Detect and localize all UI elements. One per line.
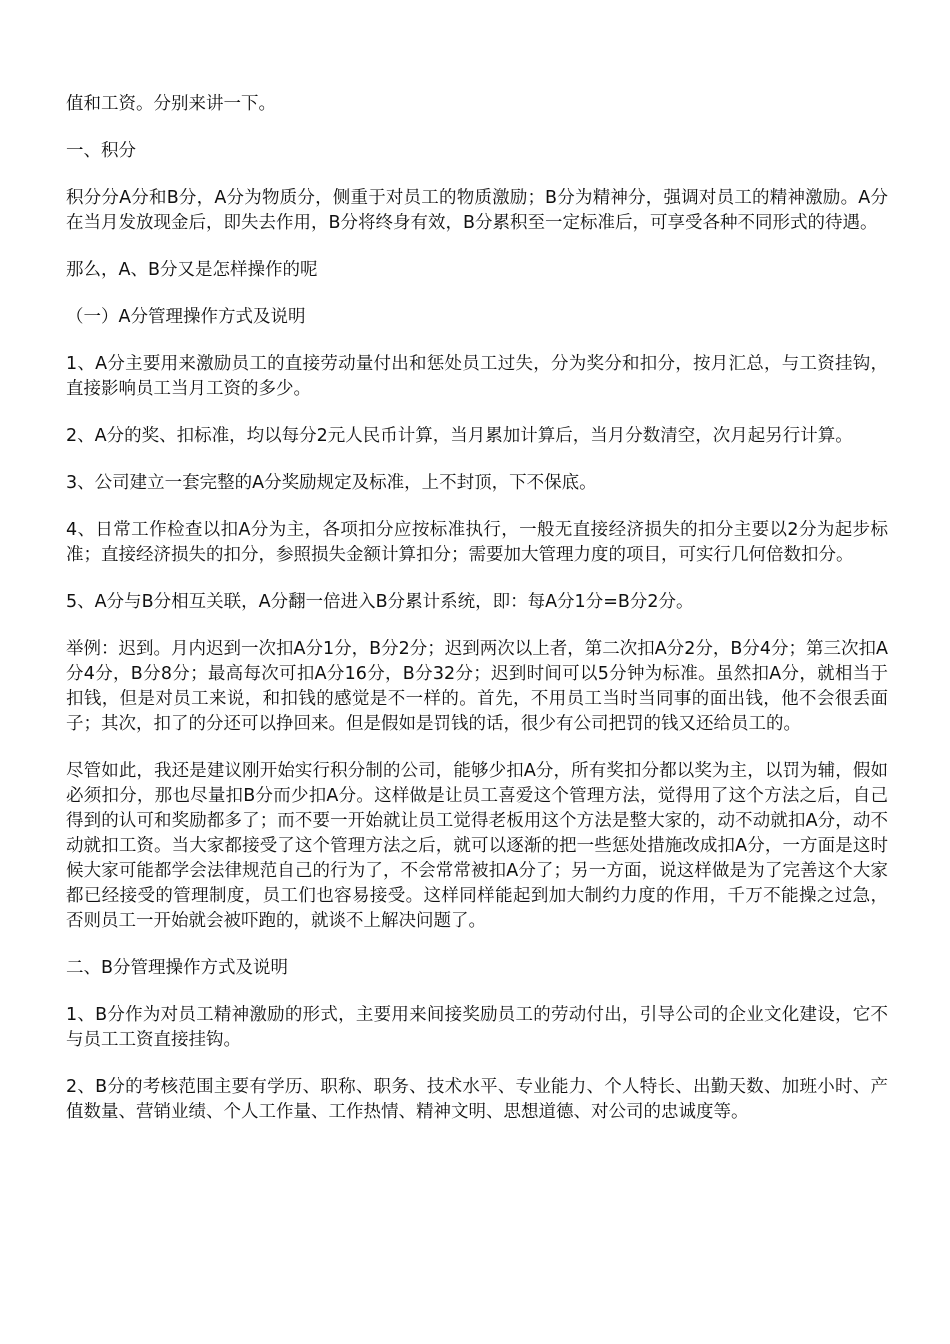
paragraph-recommendation: 尽管如此，我还是建议刚开始实行积分制的公司，能够少扣A分，所有奖扣分都以奖为主，以罚为辅，假如必须扣分，那也尽量扣B分而少扣A分。这样做是让员工喜爱这个管理方法，觉得用了这个方法之后，自己得到的认可和奖励都多了；而不要一开始就让员工觉得老板用这个方法是整大家的，动不动就扣A分，动不动就扣工资。当大家都接受了这个管理方法之后，就可以逐渐的把一些惩处措施改成扣A分，一方面是这时候大家可能都学会法律规范自己的行为了，不会常常被扣A分了；另一方面，说这样做是为了完善这个大家都已经接受的管理制度，员工们也容易接受。这样同样能起到加大制约力度的作用，千万不能操之过急，否则员工一开始就会被吓跑的，就谈不上解决问题了。 [66,761,888,931]
document-page [66,92,888,1147]
paragraph-b-rule-1: 1、B分作为对员工精神激励的形式，主要用来间接奖励员工的劳动付出，引导公司的企业文化建设，它不与员工工资直接挂钩。 [66,1005,888,1050]
paragraph-question: 那么，A、B分又是怎样操作的呢 [66,260,318,280]
paragraph-example: 举例：迟到。月内迟到一次扣A分1分，B分2分；迟到两次以上者，第二次扣A分2分，B分4分；第三次扣A分4分，B分8分；最高每次可扣A分16分，B分32分；迟到时间可以5分钟为标准。虽然扣A分，就相当于扣钱，但是对员工来说，和扣钱的感觉是不一样的。首先，不用员工当时当同事的面出钱，他不会很丢面子；其次，扣了的分还可以挣回来。但是假如是罚钱的话，很少有公司把罚的钱又还给员工的。 [66,639,888,734]
paragraph-points-overview: 积分分A分和B分，A分为物质分，侧重于对员工的物质激励；B分为精神分，强调对员工的精神激励。A分在当月发放现金后，即失去作用，B分将终身有效，B分累积至一定标准后，可享受各种不同形式的待遇。 [66,188,888,233]
section-heading-b-points: 二、B分管理操作方式及说明 [66,958,289,978]
section-heading-points: 一、积分 [66,141,136,161]
paragraph-intro: 值和工资。分别来讲一下。 [66,94,276,114]
paragraph-a-rule-4: 4、日常工作检查以扣A分为主，各项扣分应按标准执行，一般无直接经济损失的扣分主要以2分为起步标准；直接经济损失的扣分，参照损失金额计算扣分；需要加大管理力度的项目，可实行几何倍数扣分。 [66,520,888,565]
paragraph-a-rule-5: 5、A分与B分相互关联，A分翻一倍进入B分累计系统，即：每A分1分=B分2分。 [66,592,694,612]
paragraph-a-rule-3: 3、公司建立一套完整的A分奖励规定及标准，上不封顶，下不保底。 [66,473,597,493]
paragraph-a-rule-2: 2、A分的奖、扣标准，均以每分2元人民币计算，当月累加计算后，当月分数清空，次月起另行计算。 [66,426,853,446]
paragraph-b-rule-2: 2、B分的考核范围主要有学历、职称、职务、技术水平、专业能力、个人特长、出勤天数、加班小时、产值数量、营销业绩、个人工作量、工作热情、精神文明、思想道德、对公司的忠诚度等。 [66,1077,888,1122]
subsection-heading-a-points: （一）A分管理操作方式及说明 [66,307,306,327]
paragraph-a-rule-1: 1、A分主要用来激励员工的直接劳动量付出和惩处员工过失，分为奖分和扣分，按月汇总，与工资挂钩，直接影响员工当月工资的多少。 [66,354,888,399]
